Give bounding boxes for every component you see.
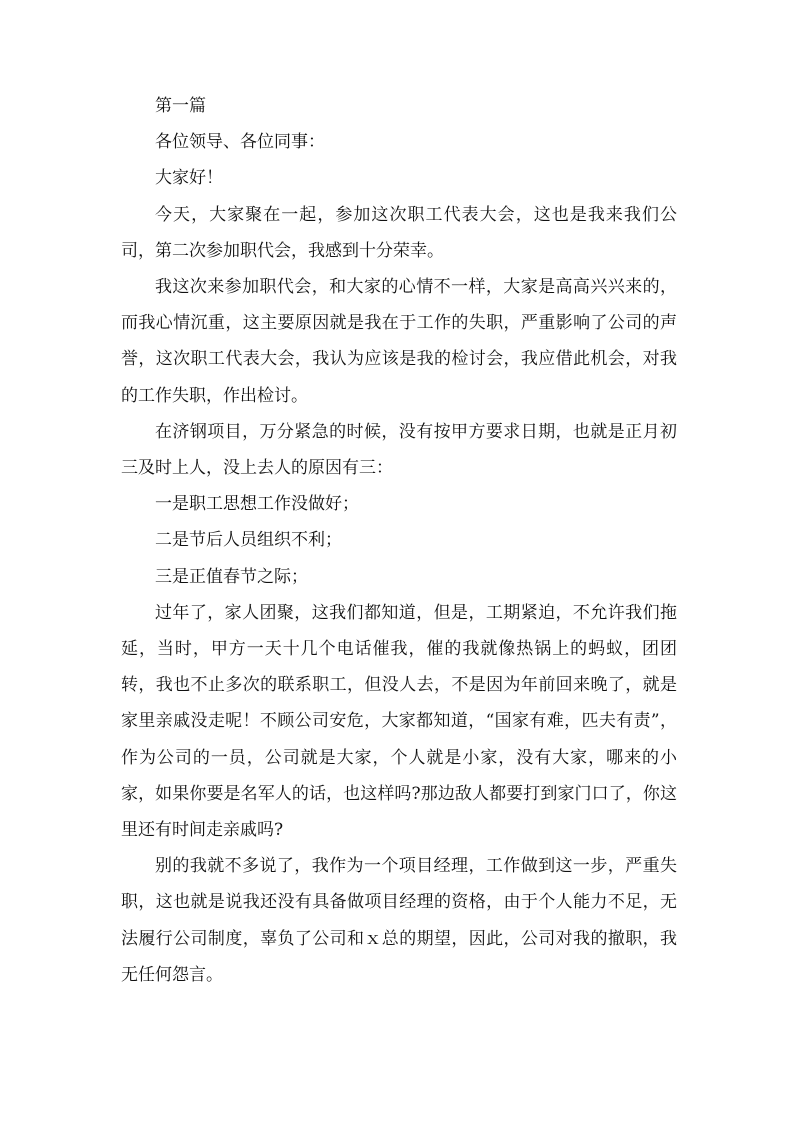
body-paragraph: 过年了，家人团聚，这我们都知道，但是，工期紧迫，不允许我们拖延，当时，甲方一天十几个电话催我，催的我就像热锅上的蚂蚁，团团转，我也不止多次的联系职工，但没人去，不是因为年前回来晚了，就是家里亲戚没走呢！不顾公司安危，大家都知道，“国家有难，匹夫有责”，作为公司的一员，公司就是大家，个人就是小家，没有大家，哪来的小家，如果你要是名军人的话，也这样吗?那边敌人都要打到家门口了，你这里还有时间走亲戚吗? bbox=[121, 602, 677, 841]
reason-item: 一是职工思想工作没做好； bbox=[155, 494, 359, 515]
salutation-paragraph: 各位领导、各位同事： bbox=[155, 132, 325, 153]
document-page bbox=[121, 88, 677, 993]
heading-paragraph: 第一篇 bbox=[155, 96, 206, 116]
reason-item: 二是节后人员组织不利； bbox=[155, 530, 342, 551]
greeting-paragraph: 大家好！ bbox=[155, 168, 223, 189]
reason-item: 三是正值春节之际； bbox=[155, 566, 308, 587]
body-paragraph: 今天，大家聚在一起，参加这次职工代表大会，这也是我来我们公司，第二次参加职代会，我感到十分荣幸。 bbox=[121, 204, 677, 261]
body-paragraph: 别的我就不多说了，我作为一个项目经理，工作做到这一步，严重失职，这也就是说我还没有具备做项目经理的资格，由于个人能力不足，无法履行公司制度，辜负了公司和ｘ总的期望，因此，公司对我的撤职，我无任何怨言。 bbox=[121, 856, 677, 985]
body-paragraph: 我这次来参加职代会，和大家的心情不一样，大家是高高兴兴来的，而我心情沉重，这主要原因就是我在于工作的失职，严重影响了公司的声誉，这次职工代表大会，我认为应该是我的检讨会，我应借此机会，对我的工作失职，作出检讨。 bbox=[121, 277, 677, 406]
body-paragraph: 在济钢项目，万分紧急的时候，没有按甲方要求日期，也就是正月初三及时上人，没上去人的原因有三： bbox=[121, 421, 677, 479]
